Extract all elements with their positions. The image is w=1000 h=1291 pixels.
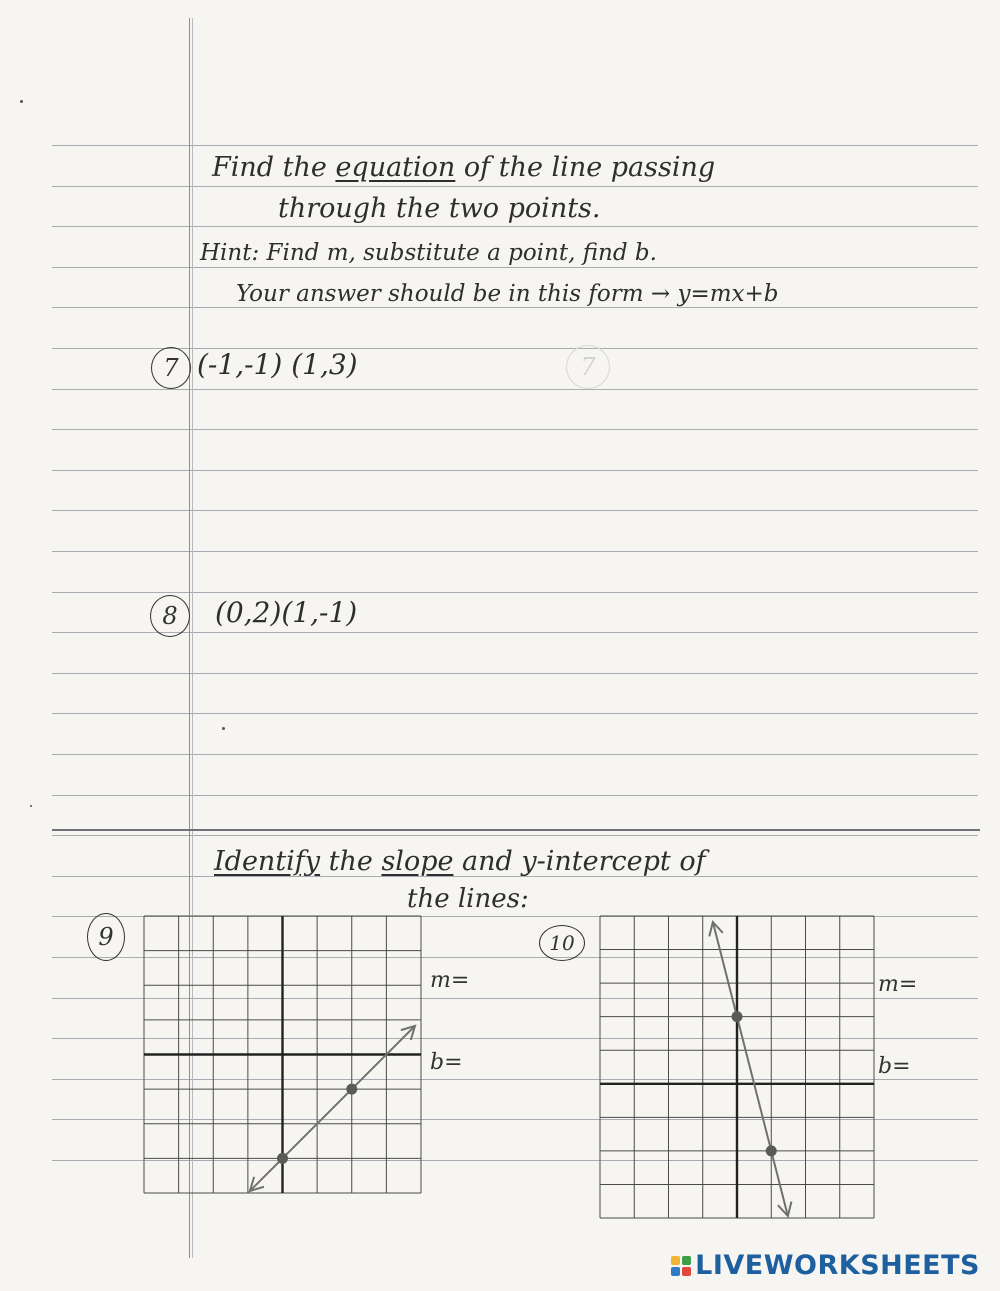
title-text-after: of the line passing xyxy=(455,152,716,183)
graph-10 xyxy=(596,912,878,1222)
ruled-line xyxy=(52,470,978,471)
brand-text: LIVEWORKSHEETS xyxy=(695,1250,980,1281)
ruled-line xyxy=(52,389,978,390)
title-underlined-word: equation xyxy=(335,152,456,183)
ruled-line xyxy=(52,835,978,836)
problem-10-number: 10 xyxy=(539,925,585,961)
brand-mark-icon xyxy=(671,1256,691,1276)
ruled-line xyxy=(52,145,978,146)
title-text-before: Find the xyxy=(212,152,336,183)
ruled-line xyxy=(52,307,978,308)
graph-9 xyxy=(140,912,425,1197)
graph-10-b-label: b= xyxy=(878,1054,911,1079)
ruled-line xyxy=(52,226,978,227)
section2-heading-line2: the lines: xyxy=(407,884,529,914)
heading-underlined-word: Identify xyxy=(214,846,321,877)
ruled-line xyxy=(52,632,978,633)
ruled-line xyxy=(52,754,978,755)
graph-10-m-label: m= xyxy=(878,972,918,997)
problem-9-number: 9 xyxy=(87,913,125,961)
section-divider xyxy=(52,829,980,831)
graph-9-b-label: b= xyxy=(430,1050,463,1075)
heading-after: and y-intercept of xyxy=(453,846,706,877)
problem-8-points: (0,2)(1,-1) xyxy=(215,596,358,629)
problem-7-number: 7 xyxy=(151,347,191,389)
ruled-line xyxy=(52,713,978,714)
ruled-line xyxy=(52,673,978,674)
ruled-line xyxy=(52,551,978,552)
ruled-line xyxy=(52,795,978,796)
plotted-point xyxy=(277,1153,288,1164)
hint-text: Hint: Find m, substitute a point, find b. xyxy=(200,240,657,266)
paper-speck xyxy=(30,805,32,807)
plotted-point xyxy=(346,1084,357,1095)
problem-8-number: 8 xyxy=(150,595,190,637)
paper-speck xyxy=(222,727,225,730)
ruled-line xyxy=(52,348,978,349)
ghost-number: 7 xyxy=(566,345,610,389)
ruled-line xyxy=(52,592,978,593)
answer-form-text: Your answer should be in this form → y=mx+b xyxy=(236,281,779,307)
section2-heading xyxy=(214,846,706,877)
heading-underlined-word2: slope xyxy=(381,846,454,877)
plotted-line xyxy=(713,922,788,1216)
plotted-line xyxy=(250,1026,415,1191)
instructions-title-line2: through the two points. xyxy=(278,193,601,224)
heading-mid: the xyxy=(320,846,382,877)
ruled-line xyxy=(52,186,978,187)
instructions-title xyxy=(212,152,715,183)
ruled-line xyxy=(52,510,978,511)
problem-7-points: (-1,-1) (1,3) xyxy=(197,348,358,381)
plotted-point xyxy=(766,1145,777,1156)
plotted-point xyxy=(732,1011,743,1022)
ruled-line xyxy=(52,429,978,430)
graph-9-m-label: m= xyxy=(430,968,470,993)
liveworksheets-logo[interactable] xyxy=(671,1250,980,1281)
ruled-line xyxy=(52,267,978,268)
paper-speck xyxy=(20,100,23,103)
